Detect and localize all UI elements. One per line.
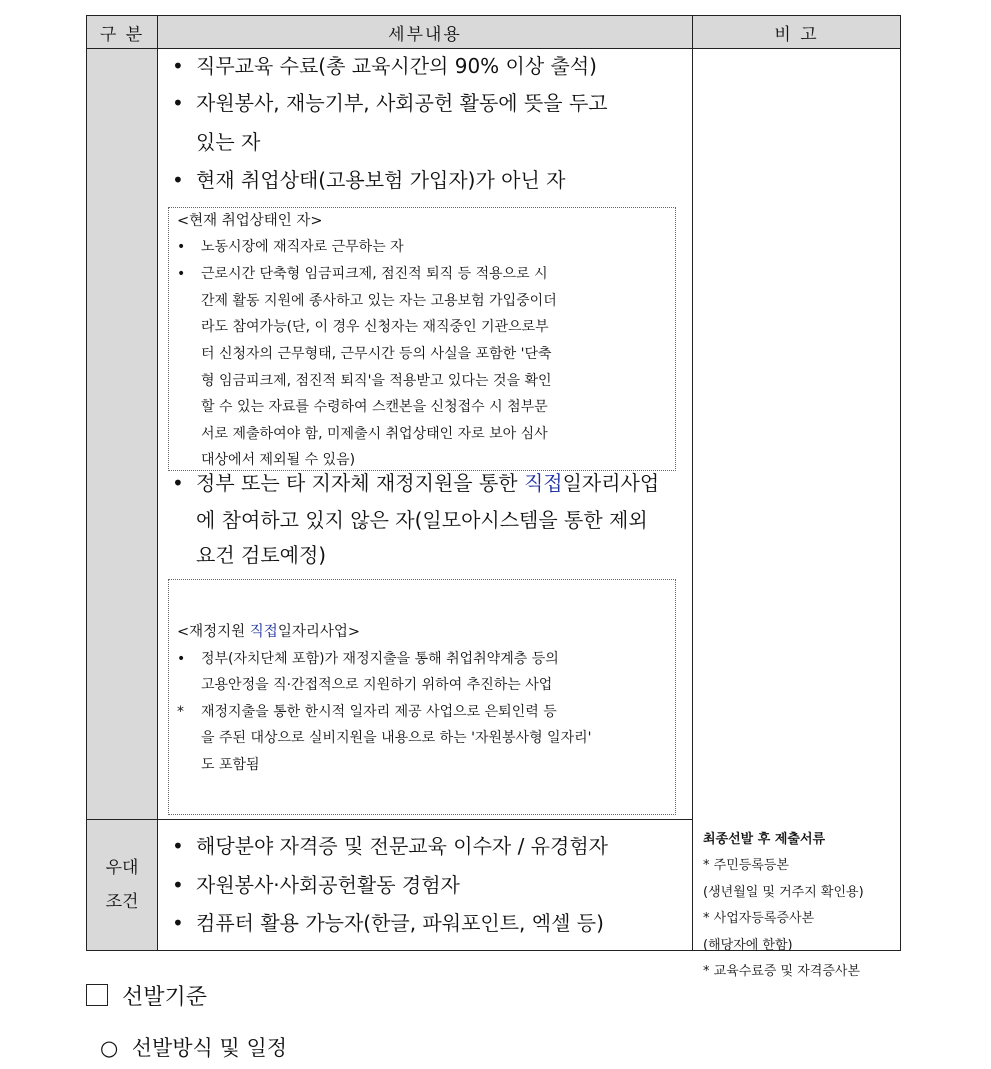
eligibility-category: [87, 49, 158, 820]
preference-category: 우대 조건: [87, 820, 158, 951]
section-heading: 선발기준: [86, 980, 207, 1016]
eligibility-row: [87, 49, 901, 820]
circle-marker-icon: ○: [100, 1036, 119, 1060]
box-title: <현재 취업상태인 자>: [177, 213, 323, 229]
highlight-text: 직접: [523, 471, 563, 495]
header-remarks: 비 고: [693, 16, 901, 49]
checkbox-square-icon: [86, 984, 108, 1006]
header-details: 세부내용: [158, 16, 693, 49]
box-title: <재정지원 직접일자리사업>: [177, 624, 360, 640]
requirements-table: [86, 15, 901, 979]
preference-details: • 해당분야 자격증 및 전문교육 이수자 / 유경험자 • 자원봉사·사회공헌활동 경험자 • 컴퓨터 활용 가능자(한글, 파워포인트, 엑셀 등): [158, 820, 693, 951]
header-category: 구 분: [87, 16, 158, 49]
remarks-title: 최종선발 후 제출서류: [703, 832, 826, 847]
subsection-heading: ○ 선발방식 및 일정: [100, 1036, 288, 1060]
highlight-text: 직접: [249, 624, 278, 640]
employment-status-box: <현재 취업상태인 자> • 노동시장에 재직자로 근무하는 자 • 근로시간 단축형 임금피크제, 점진적 퇴직 등 적용으로 시 간제 활동 지원에 종사하고 있는 자는 고용보험 가입중이더 라도 참여가능(단, 이 경우 신청자는 재직중인 기관으로부 터 신청자의 근무형태, 근무시간 등의 사실을 포함한 '단축 형 임금피크제, 점진적 퇴직'을 적용받고 있다는 것을 확인 할 수 있는 자료를 수령하여 스캔본을 신청접수 시 첨부문 서로 제출하여야 함, 미제출시 취업상태인 자로 보아 심사 대상에서 제외될 수 있음): [168, 207, 676, 471]
header-row: [87, 16, 901, 49]
remarks-cell: 최종선발 후 제출서류 * 주민등록등본 (생년월일 및 거주지 확인용) * 사업자등록증사본 (해당자에 한함) * 교육수료증 및 자격증사본: [693, 49, 901, 951]
direct-job-program-box: <재정지원 직접일자리사업> • 정부(자치단체 포함)가 재정지출을 통해 취업취약계층 등의 고용안정을 직·간접적으로 지원하기 위하여 추진하는 사업 * 재정지출을 통한 한시적 일자리 제공 사업으로 은퇴인력 등 을 주된 대상으로 실비지원을 내용으로 하는 '자원봉사형 일자리' 도 포함됨: [168, 579, 676, 815]
eligibility-details: • 직무교육 수료(총 교육시간의 90% 이상 출석) • 자원봉사, 재능기부, 사회공헌 활동에 뜻을 두고 있는 자 • 현재 취업상태(고용보험 가입자)가 아닌 자 <현재 취업상태인 자> • 노동시장에 재직자로 근무하는 자 • 근로시간 단축형 임금피크제, 점진적 퇴직 등 적용으로 시 간제 활동 지원에 종사하고 있는 자는 고용보험 가입중이더 라도 참여가능(단, 이 경우 신청자는 재직중인 기관으로부 터 신청자의 근무형태, 근무시간 등의 사실을 포함한 '단축 형 임금피크제, 점진적 퇴직'을 적용받고 있다는 것을 확인 할 수 있는 자료를 수령하여 스캔본을 신청접수 시 첨부문 서로 제출하여야 함, 미제출시 취업상태인 자로 보아 심사 대상에서 제외될 수 있음) • 정부 또는 타 지자체 재정지원을 통한 직접일자리사업 에 참여하고 있지 않은 자(일모아시스템을 통한 제외 요건 검토예정) <재정지원 직접일자리사업> • 정부(자치단체 포함)가 재정지출을 통해 취업취약계층 등의 고용안정을 직·간접적으로 지원하기 위하여 추진하는 사업 * 재정지출을 통한 한시적 일자리 제공 사업으로 은퇴인력 등 을 주된 대상으로 실비지원을 내용으로 하는 '자원봉사형 일자리' 도 포함됨: [158, 49, 693, 820]
